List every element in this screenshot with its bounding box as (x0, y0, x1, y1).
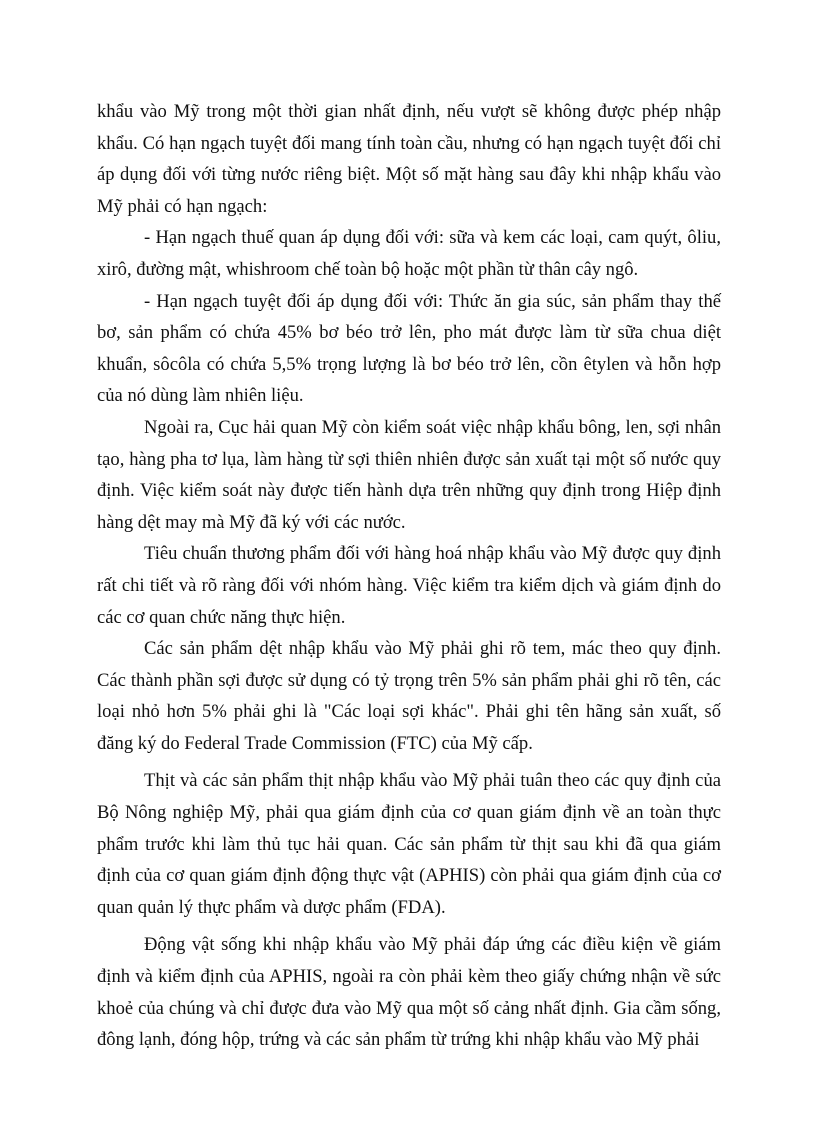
document-page (97, 96, 721, 1056)
paragraph-tariff-quota: - Hạn ngạch thuế quan áp dụng đối với: sữa và kem các loại, cam quýt, ôliu, xirô, đường mật, whishroom chế toàn bộ hoặc một phần từ thân cây ngô. (97, 227, 721, 280)
paragraph-live-animals: Động vật sống khi nhập khẩu vào Mỹ phải đáp ứng các điều kiện về giám định và kiểm định của APHIS, ngoài ra còn phải kèm theo giấy chứng nhận về sức khoẻ của chúng và chỉ được đưa vào Mỹ qua một số cảng nhất định. Gia cầm sống, đông lạnh, đóng hộp, trứng và các sản phẩm từ trứng khi nhập khẩu vào Mỹ phải (97, 934, 721, 1051)
paragraph-quota-intro: khẩu vào Mỹ trong một thời gian nhất định, nếu vượt sẽ không được phép nhập khẩu. Có hạn ngạch tuyệt đối mang tính toàn cầu, nhưng có hạn ngạch tuyệt đối chỉ áp dụng đối với từng nước riêng biệt. Một số mặt hàng sau đây khi nhập khẩu vào Mỹ phải có hạn ngạch: (97, 101, 721, 217)
paragraph-absolute-quota: - Hạn ngạch tuyệt đối áp dụng đối với: Thức ăn gia súc, sản phẩm thay thế bơ, sản phẩm có chứa 45% bơ béo trở lên, pho mát được làm từ sữa chua diệt khuẩn, sôcôla có chứa 5,5% trọng lượng là bơ béo trở lên, cồn êtylen và hỗn hợp của nó dùng làm nhiên liệu. (97, 290, 721, 407)
paragraph-customs-control: Ngoài ra, Cục hải quan Mỹ còn kiểm soát việc nhập khẩu bông, len, sợi nhân tạo, hàng pha tơ lụa, làm hàng từ sợi thiên nhiên được sản xuất tại một số nước quy định. Việc kiểm soát này được tiến hành dựa trên những quy định trong Hiệp định hàng dệt may mà Mỹ đã ký với các nước. (97, 416, 721, 533)
paragraph-meat-products: Thịt và các sản phẩm thịt nhập khẩu vào Mỹ phải tuân theo các quy định của Bộ Nông nghiệp Mỹ, phải qua giám định của cơ quan giám định về an toàn thực phẩm trước khi làm thủ tục hải quan. Các sản phẩm từ thịt sau khi đã qua giám định của cơ quan giám định động thực vật (APHIS) còn phải qua giám định của cơ quan quản lý thực phẩm và dược phẩm (FDA). (97, 770, 721, 918)
paragraph-textile-labeling: Các sản phẩm dệt nhập khẩu vào Mỹ phải ghi rõ tem, mác theo quy định. Các thành phần sợi được sử dụng có tỷ trọng trên 5% sản phẩm phải ghi rõ tên, các loại nhỏ hơn 5% phải ghi là "Các loại sợi khác". Phải ghi tên hãng sản xuất, số đăng ký do Federal Trade Commission (FTC) của Mỹ cấp. (97, 638, 721, 754)
paragraph-commercial-standards: Tiêu chuẩn thương phẩm đối với hàng hoá nhập khẩu vào Mỹ được quy định rất chi tiết và rõ ràng đối với nhóm hàng. Việc kiểm tra kiểm dịch và giám định do các cơ quan chức năng thực hiện. (97, 543, 721, 628)
